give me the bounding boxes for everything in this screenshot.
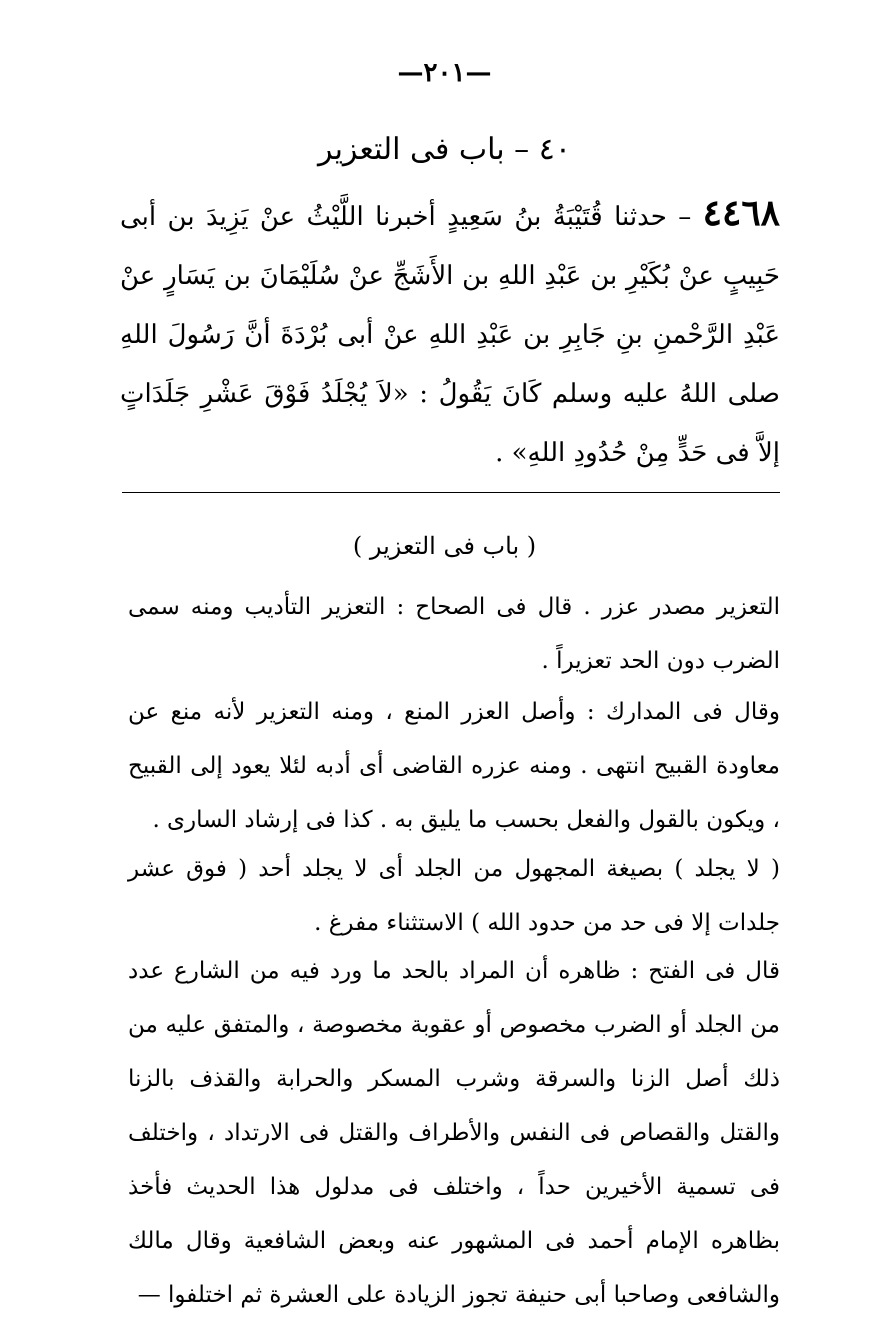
commentary-paragraph: وقال فى المدارك : وأصل العزر المنع ، ومنه التعزير لأنه منع عن معاودة القبيح انتهى . ومنه عزره القاضى أى أدبه لئلا يعود إلى القبيح ، ويكون بالقول والفعل بحسب ما يليق به . كذا فى إرشاد السارى . bbox=[128, 699, 780, 833]
section-divider bbox=[122, 492, 780, 493]
commentary-paragraph: ( لا يجلد ) بصيغة المجهول من الجلد أى لا يجلد أحد ( فوق عشر جلدات إلا فى حد من حدود الله ) الاستثناء مفرغ . bbox=[128, 856, 780, 936]
chapter-title: ٤٠ – باب فى التعزير bbox=[318, 132, 571, 167]
hadith-block bbox=[120, 184, 780, 483]
hadith-text: – حدثنا قُتَيْبَةُ بنُ سَعِيدٍ أخبرنا اللَّيْثُ عنْ يَزِيدَ بن أبى حَبِيبٍ عنْ بُكَيْرِ بن عَبْدِ اللهِ بن الأَشَجِّ عنْ سُلَيْمَانَ بن يَسَارٍ عنْ عَبْدِ الرَّحْمنِ بنِ جَابِرِ بن عَبْدِ اللهِ عنْ أبى بُرْدَةَ أنَّ رَسُولَ اللهِ صلى اللهُ عليه وسلم كَانَ يَقُولُ : «لاَ يُجْلَدُ فَوْقَ عَشْرِ جَلَدَاتٍ إلاَّ فى حَدٍّ مِنْ حُدُودِ اللهِ» . bbox=[120, 202, 780, 468]
hadith-number: ٤٤٦٨ bbox=[702, 192, 780, 234]
commentary-title: ( باب فى التعزير ) bbox=[352, 532, 537, 560]
page-number: —٢٠١— bbox=[397, 58, 492, 88]
commentary-paragraph: قال فى الفتح : ظاهره أن المراد بالحد ما ورد فيه من الشارع عدد من الجلد أو الضرب مخصوص أو عقوبة مخصوصة ، والمتفق عليه من ذلك أصل الزنا والسرقة وشرب المسكر والحرابة والقذف بالزنا والقتل والقصاص فى النفس والأطراف والقتل فى الارتداد ، واختلف فى تسمية الأخيرين حداً ، واختلف فى مدلول هذا الحديث فأخذ بظاهره الإمام أحمد فى المشهور عنه وبعض الشافعية وقال مالك والشافعى وصاحبا أبى حنيفة تجوز الزيادة على العشرة ثم اختلفوا — bbox=[128, 958, 780, 1308]
commentary-paragraph: التعزير مصدر عزر . قال فى الصحاح : التعزير التأديب ومنه سمى الضرب دون الحد تعزيراً . bbox=[128, 594, 780, 674]
